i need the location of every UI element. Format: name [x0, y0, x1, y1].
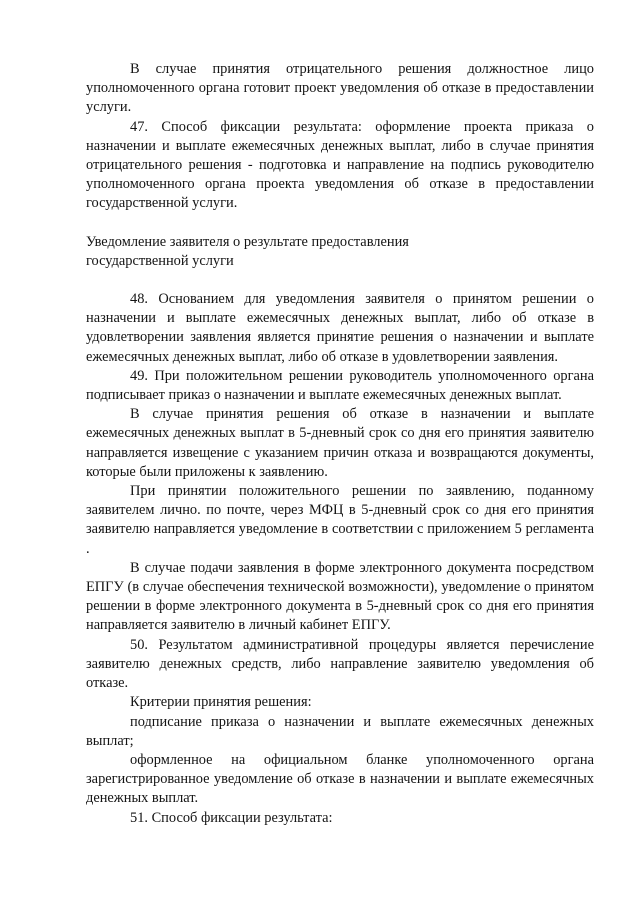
paragraph-criteria-refusal-notice: оформленное на официальном бланке уполномоченного органа зарегистрированное уведомление об отказе в назначении и выплате ежемесячных денежных выплат.: [86, 751, 594, 807]
paragraph-criteria-order-signing: подписание приказа о назначении и выплате ежемесячных денежных выплат;: [86, 713, 594, 749]
paragraph-47: 47. Способ фиксации результата: оформление проекта приказа о назначении и выплате ежемесячных денежных выплат, либо в случае принятия отрицательного решения - подготовка и направление на подпись руководителю уполномоченного органа проекта уведомления об отказе в предоставлении государственной услуги.: [86, 118, 594, 212]
paragraph-49: 49. При положительном решении руководитель уполномоченного органа подписывает приказ о назначении и выплате ежемесячных денежных выплат.: [86, 367, 594, 404]
paragraph-50: 50. Результатом административной процедуры является перечисление заявителю денежных средств, либо направление заявителю уведомления об отказе.: [86, 636, 594, 692]
document-page: [86, 60, 594, 828]
paragraph-electronic-application: В случае подачи заявления в форме электронного документа посредством ЕПГУ (в случае обеспечения технической возможности), уведомление о принятом решении в форме электронного документа в 5-дневный срок со дня его принятия направляется заявителю в личный кабинет ЕПГУ.: [86, 559, 594, 634]
paragraph-positive-decision: При принятии положительного решении по заявлению, поданному заявителем лично. по почте, через МФЦ в 5-дневный срок со дня его принятия заявителю направляется уведомление в соответствии с приложением 5 регламента .: [86, 483, 594, 557]
paragraph-refusal-notice-draft: В случае принятия отрицательного решения должностное лицо уполномоченного органа готовит проект уведомления об отказе в предоставлении услуги.: [86, 61, 594, 116]
paragraph-criteria-title: Критерии принятия решения:: [130, 694, 312, 711]
section-heading-line-1: Уведомление заявителя о результате предоставления: [86, 233, 409, 250]
section-heading: [86, 233, 594, 271]
section-heading-line-2: государственной услуги: [86, 252, 234, 269]
paragraph-refusal-case: В случае принятия решения об отказе в назначении и выплате ежемесячных денежных выплат в 5-дневный срок со дня его принятия заявителю направляется извещение с указанием причин отказа и возвращаются документы, которые были приложены к заявлению.: [86, 406, 594, 480]
paragraph-51: 51. Способ фиксации результата:: [130, 809, 333, 826]
paragraph-48: 48. Основанием для уведомления заявителя о принятом решении о назначении и выплате ежемесячных денежных выплат, либо об отказе в удовлетворении заявления является принятие решения о назначении и выплате ежемесячных денежных выплат, либо об отказе в удовлетворении заявления.: [86, 291, 594, 365]
